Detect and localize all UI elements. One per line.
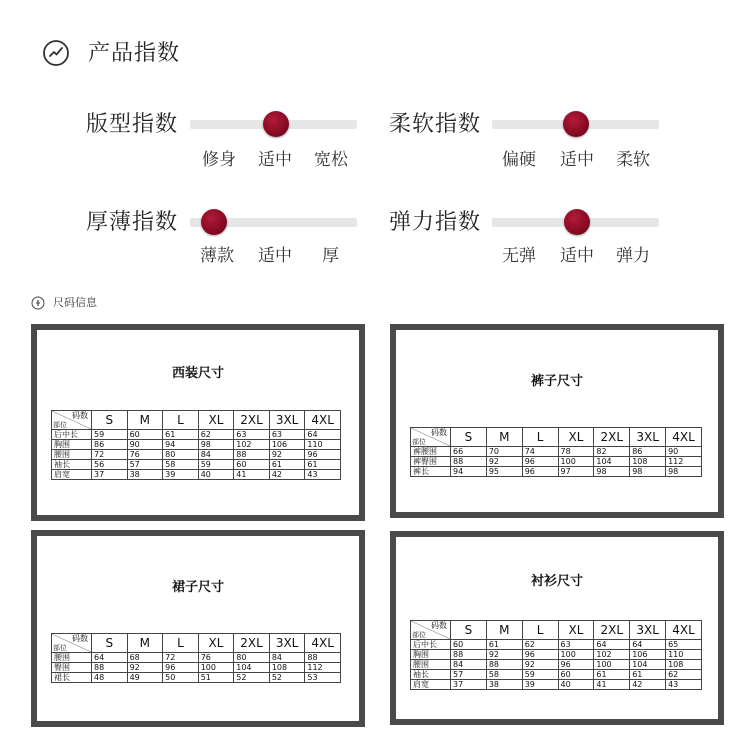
page-title: 产品指数 xyxy=(88,41,181,66)
index-tick: 偏硬 xyxy=(502,150,536,170)
value-cell: 80 xyxy=(234,653,270,663)
value-cell: 37 xyxy=(92,470,128,480)
value-cell: 63 xyxy=(234,430,270,440)
value-cell: 108 xyxy=(269,663,305,673)
value-cell: 102 xyxy=(594,650,630,660)
value-cell: 72 xyxy=(163,653,199,663)
size-header-cell: 3XL xyxy=(630,428,666,447)
value-cell: 64 xyxy=(92,653,128,663)
value-cell: 96 xyxy=(522,457,558,467)
value-cell: 39 xyxy=(522,680,558,690)
value-cell: 57 xyxy=(127,460,163,470)
row-label-cell: 后中长 xyxy=(411,640,451,650)
value-cell: 66 xyxy=(451,447,487,457)
size-table-skirt xyxy=(51,633,341,683)
value-cell: 43 xyxy=(666,680,702,690)
index-knob[interactable] xyxy=(263,111,289,137)
size-header-cell: 2XL xyxy=(234,634,270,653)
size-header-cell: 3XL xyxy=(269,634,305,653)
value-cell: 92 xyxy=(486,457,522,467)
table-header-row xyxy=(411,428,702,447)
size-header-cell: 3XL xyxy=(630,621,666,640)
value-cell: 61 xyxy=(269,460,305,470)
value-cell: 98 xyxy=(594,467,630,477)
row-label-cell: 裤臀围 xyxy=(411,457,451,467)
value-cell: 94 xyxy=(163,440,199,450)
value-cell: 100 xyxy=(198,663,234,673)
size-header-cell: S xyxy=(451,428,487,447)
index-tick: 薄款 xyxy=(200,246,234,266)
value-cell: 96 xyxy=(558,660,594,670)
corner-part-label: 部位 xyxy=(53,421,67,429)
row-label-cell: 臀围 xyxy=(52,663,92,673)
value-cell: 110 xyxy=(666,650,702,660)
value-cell: 76 xyxy=(198,653,234,663)
value-cell: 104 xyxy=(234,663,270,673)
value-cell: 98 xyxy=(630,467,666,477)
value-cell: 58 xyxy=(163,460,199,470)
value-cell: 63 xyxy=(269,430,305,440)
table-title: 西装尺寸 xyxy=(171,366,224,381)
value-cell: 49 xyxy=(127,673,163,683)
value-cell: 90 xyxy=(127,440,163,450)
value-cell: 100 xyxy=(558,650,594,660)
value-cell: 106 xyxy=(269,440,305,450)
size-table-shirt xyxy=(410,620,702,690)
size-header-cell: XL xyxy=(558,621,594,640)
size-header-cell: 2XL xyxy=(594,428,630,447)
value-cell: 62 xyxy=(198,430,234,440)
value-cell: 92 xyxy=(522,660,558,670)
panel-shirt xyxy=(390,531,724,725)
corner-part-label: 部位 xyxy=(412,438,426,446)
index-tick: 适中 xyxy=(560,150,594,170)
row-label-cell: 肩宽 xyxy=(411,680,451,690)
table-row xyxy=(411,447,702,457)
value-cell: 78 xyxy=(558,447,594,457)
value-cell: 96 xyxy=(163,663,199,673)
table-row xyxy=(52,653,341,663)
value-cell: 97 xyxy=(558,467,594,477)
value-cell: 88 xyxy=(486,660,522,670)
table-header-row xyxy=(411,621,702,640)
size-header-cell: L xyxy=(163,411,199,430)
size-header-cell: XL xyxy=(198,411,234,430)
table-row xyxy=(411,467,702,477)
value-cell: 42 xyxy=(269,470,305,480)
value-cell: 112 xyxy=(305,663,341,673)
value-cell: 84 xyxy=(198,450,234,460)
size-header-cell: S xyxy=(92,634,128,653)
value-cell: 90 xyxy=(666,447,702,457)
row-label-cell: 袖长 xyxy=(52,460,92,470)
value-cell: 106 xyxy=(630,650,666,660)
value-cell: 61 xyxy=(594,670,630,680)
index-label: 柔软指数 xyxy=(389,112,482,137)
size-header-cell: 4XL xyxy=(666,621,702,640)
value-cell: 88 xyxy=(305,653,341,663)
value-cell: 88 xyxy=(451,457,487,467)
index-label: 厚薄指数 xyxy=(86,210,179,235)
value-cell: 92 xyxy=(269,450,305,460)
size-header-cell: 4XL xyxy=(305,411,341,430)
size-header-cell: XL xyxy=(558,428,594,447)
value-cell: 38 xyxy=(127,470,163,480)
corner-size-label: 码数 xyxy=(431,621,447,630)
value-cell: 112 xyxy=(666,457,702,467)
size-header-cell: S xyxy=(92,411,128,430)
value-cell: 43 xyxy=(305,470,341,480)
value-cell: 98 xyxy=(198,440,234,450)
value-cell: 70 xyxy=(486,447,522,457)
value-cell: 40 xyxy=(198,470,234,480)
size-header-cell: L xyxy=(522,428,558,447)
table-row xyxy=(52,430,341,440)
size-header-cell: L xyxy=(163,634,199,653)
table-row xyxy=(411,457,702,467)
table-row xyxy=(52,663,341,673)
value-cell: 86 xyxy=(92,440,128,450)
value-cell: 60 xyxy=(558,670,594,680)
table-corner-cell xyxy=(411,621,451,640)
corner-size-label: 码数 xyxy=(72,411,88,420)
value-cell: 53 xyxy=(305,673,341,683)
value-cell: 52 xyxy=(234,673,270,683)
panel-suit xyxy=(31,324,365,521)
size-header-cell: 4XL xyxy=(305,634,341,653)
table-header-row xyxy=(52,634,341,653)
value-cell: 80 xyxy=(163,450,199,460)
size-header-cell: XL xyxy=(198,634,234,653)
value-cell: 61 xyxy=(630,670,666,680)
value-cell: 102 xyxy=(234,440,270,450)
table-title: 裙子尺寸 xyxy=(171,580,224,595)
panel-pants xyxy=(390,324,724,518)
size-header-cell: 2XL xyxy=(234,411,270,430)
value-cell: 84 xyxy=(269,653,305,663)
value-cell: 56 xyxy=(92,460,128,470)
value-cell: 92 xyxy=(486,650,522,660)
size-info-title: 尺码信息 xyxy=(53,296,97,309)
row-label-cell: 裤腰围 xyxy=(411,447,451,457)
value-cell: 72 xyxy=(92,450,128,460)
table-row xyxy=(52,440,341,450)
value-cell: 60 xyxy=(127,430,163,440)
value-cell: 100 xyxy=(558,457,594,467)
panel-skirt xyxy=(31,530,365,727)
info-circle-icon xyxy=(31,296,45,310)
value-cell: 52 xyxy=(269,673,305,683)
value-cell: 108 xyxy=(666,660,702,670)
row-label-cell: 裙长 xyxy=(52,673,92,683)
value-cell: 61 xyxy=(486,640,522,650)
index-knob[interactable] xyxy=(201,209,227,235)
size-header-cell: M xyxy=(127,411,163,430)
table-row xyxy=(411,680,702,690)
row-label-cell: 腰围 xyxy=(52,653,92,663)
value-cell: 86 xyxy=(630,447,666,457)
table-corner-cell xyxy=(411,428,451,447)
value-cell: 104 xyxy=(594,457,630,467)
index-label: 版型指数 xyxy=(86,112,179,137)
value-cell: 39 xyxy=(163,470,199,480)
value-cell: 61 xyxy=(163,430,199,440)
check-circle-icon xyxy=(42,39,70,67)
value-cell: 88 xyxy=(234,450,270,460)
size-header-cell: M xyxy=(486,428,522,447)
value-cell: 64 xyxy=(594,640,630,650)
table-row xyxy=(411,650,702,660)
value-cell: 104 xyxy=(630,660,666,670)
table-row xyxy=(52,470,341,480)
value-cell: 42 xyxy=(630,680,666,690)
value-cell: 48 xyxy=(92,673,128,683)
row-label-cell: 肩宽 xyxy=(52,470,92,480)
index-knob[interactable] xyxy=(564,209,590,235)
table-row xyxy=(411,640,702,650)
size-header-cell: S xyxy=(451,621,487,640)
value-cell: 59 xyxy=(92,430,128,440)
table-header-row xyxy=(52,411,341,430)
value-cell: 95 xyxy=(486,467,522,477)
index-tick: 柔软 xyxy=(616,150,650,170)
size-header-cell: M xyxy=(127,634,163,653)
value-cell: 92 xyxy=(127,663,163,673)
value-cell: 96 xyxy=(522,650,558,660)
value-cell: 37 xyxy=(451,680,487,690)
index-knob[interactable] xyxy=(563,111,589,137)
value-cell: 38 xyxy=(486,680,522,690)
value-cell: 51 xyxy=(198,673,234,683)
row-label-cell: 腰围 xyxy=(52,450,92,460)
size-header-cell: 4XL xyxy=(666,428,702,447)
value-cell: 59 xyxy=(522,670,558,680)
index-tick: 适中 xyxy=(258,246,292,266)
row-label-cell: 袖长 xyxy=(411,670,451,680)
index-tick: 厚 xyxy=(322,246,339,266)
value-cell: 41 xyxy=(594,680,630,690)
value-cell: 65 xyxy=(666,640,702,650)
row-label-cell: 胸围 xyxy=(411,650,451,660)
value-cell: 110 xyxy=(305,440,341,450)
size-header-cell: 3XL xyxy=(269,411,305,430)
value-cell: 57 xyxy=(451,670,487,680)
value-cell: 59 xyxy=(198,460,234,470)
value-cell: 60 xyxy=(234,460,270,470)
value-cell: 63 xyxy=(558,640,594,650)
row-label-cell: 胸围 xyxy=(52,440,92,450)
table-title: 裤子尺寸 xyxy=(530,374,583,389)
table-row xyxy=(52,450,341,460)
value-cell: 60 xyxy=(451,640,487,650)
value-cell: 96 xyxy=(522,467,558,477)
table-row xyxy=(52,460,341,470)
index-label: 弹力指数 xyxy=(389,210,482,235)
row-label-cell: 裤长 xyxy=(411,467,451,477)
table-row xyxy=(411,660,702,670)
index-tick: 弹力 xyxy=(616,246,650,266)
value-cell: 62 xyxy=(522,640,558,650)
value-cell: 96 xyxy=(305,450,341,460)
index-tick: 适中 xyxy=(560,246,594,266)
value-cell: 74 xyxy=(522,447,558,457)
value-cell: 84 xyxy=(451,660,487,670)
size-table-suit xyxy=(51,410,341,480)
row-label-cell: 腰围 xyxy=(411,660,451,670)
index-tick: 宽松 xyxy=(314,150,348,170)
corner-part-label: 部位 xyxy=(412,631,426,639)
corner-size-label: 码数 xyxy=(72,634,88,643)
value-cell: 64 xyxy=(305,430,341,440)
index-tick: 修身 xyxy=(202,150,236,170)
table-corner-cell xyxy=(52,411,92,430)
value-cell: 98 xyxy=(666,467,702,477)
value-cell: 94 xyxy=(451,467,487,477)
value-cell: 108 xyxy=(630,457,666,467)
index-tick: 适中 xyxy=(258,150,292,170)
row-label-cell: 后中长 xyxy=(52,430,92,440)
size-header-cell: M xyxy=(486,621,522,640)
value-cell: 100 xyxy=(594,660,630,670)
value-cell: 88 xyxy=(451,650,487,660)
value-cell: 68 xyxy=(127,653,163,663)
index-tick: 无弹 xyxy=(502,246,536,266)
corner-size-label: 码数 xyxy=(431,428,447,437)
table-corner-cell xyxy=(52,634,92,653)
value-cell: 61 xyxy=(305,460,341,470)
size-table-pants xyxy=(410,427,702,477)
value-cell: 76 xyxy=(127,450,163,460)
size-header-cell: 2XL xyxy=(594,621,630,640)
table-row xyxy=(411,670,702,680)
value-cell: 58 xyxy=(486,670,522,680)
value-cell: 62 xyxy=(666,670,702,680)
value-cell: 88 xyxy=(92,663,128,673)
corner-part-label: 部位 xyxy=(53,644,67,652)
value-cell: 50 xyxy=(163,673,199,683)
table-title: 衬衫尺寸 xyxy=(530,574,583,589)
value-cell: 40 xyxy=(558,680,594,690)
size-header-cell: L xyxy=(522,621,558,640)
value-cell: 82 xyxy=(594,447,630,457)
value-cell: 41 xyxy=(234,470,270,480)
table-row xyxy=(52,673,341,683)
value-cell: 64 xyxy=(630,640,666,650)
